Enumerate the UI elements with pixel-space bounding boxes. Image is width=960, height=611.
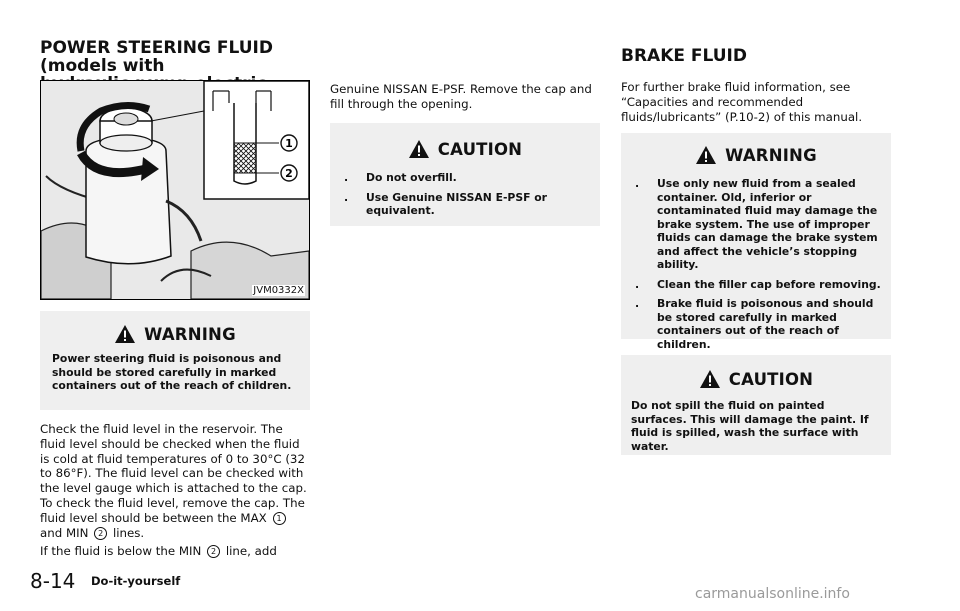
brake-caution-text: Do not spill the fluid on painted surfaces. This will damage the paint. If fluid is spilled, wash the surface with water. <box>631 399 869 453</box>
line-add-text: line, add <box>225 544 277 559</box>
caution-item-text: Do not overfill. <box>366 171 457 184</box>
lines-text: lines. <box>112 525 145 540</box>
warning-item-text: Clean the filler cap before removing. <box>657 277 881 291</box>
min-marker-2: 2 <box>207 545 220 558</box>
warning-item-text: Use only new fluid from a sealed container. Old, inferior or contaminated fluid may damage the brake system. The use of improper fluids can damage the brake system and affect the vehicle’s stopping ability. <box>657 177 878 271</box>
brake-warning-box <box>621 133 891 351</box>
middle-caution-list <box>330 159 600 218</box>
min-marker: 2 <box>94 527 107 540</box>
check-fluid-paragraph <box>40 422 310 540</box>
caution-heading <box>330 139 600 159</box>
genuine-psf-paragraph: Genuine NISSAN E-PSF. Remove the cap and fill through the opening. <box>330 82 592 111</box>
left-body-text <box>40 422 310 559</box>
footer-section: Do-it-yourself <box>91 574 181 588</box>
warning-text: Power steering fluid is poisonous and should be stored carefully in marked containers out of the reach of children. <box>52 352 292 392</box>
reservoir-illustration <box>41 81 309 299</box>
warning-item-text: Brake fluid is poisonous and should be stored carefully in marked containers out of the reach of children. <box>657 297 874 351</box>
brake-warning-heading <box>621 145 891 165</box>
below-min-paragraph <box>40 544 310 559</box>
list-item <box>631 278 881 292</box>
list-item <box>340 191 586 218</box>
list-item <box>631 297 881 351</box>
middle-column <box>330 82 600 112</box>
watermark: carmanualsonline.info <box>695 586 850 602</box>
brake-caution-box <box>621 355 891 455</box>
brake-warning-heading-text: WARNING <box>725 145 817 165</box>
list-item <box>631 177 881 272</box>
warning-icon <box>114 324 136 344</box>
warning-heading <box>40 324 310 344</box>
brake-fluid-info-paragraph: For further brake fluid information, see “Capacities and recommended fluids/lubricants” (P.10-2) of this manual. <box>621 80 863 124</box>
marker-2-label: 2 <box>285 167 293 180</box>
bullet: . <box>635 297 640 310</box>
figure-caption: JVM0332X <box>253 285 304 296</box>
brake-caution-heading <box>621 369 891 389</box>
right-column <box>621 47 891 124</box>
max-marker: 1 <box>273 512 286 525</box>
bullet: . <box>635 177 640 190</box>
section-title-brake-fluid: BRAKE FLUID <box>621 46 747 66</box>
title-line-1: POWER STEERING FLUID (models with <box>40 38 273 76</box>
caution-icon <box>699 369 721 389</box>
reservoir-figure <box>40 80 310 300</box>
bullet: . <box>344 171 349 184</box>
brake-warning-list <box>621 165 891 351</box>
power-steering-warning-box <box>40 311 310 410</box>
brake-caution-heading-text: CAUTION <box>728 369 814 389</box>
caution-icon <box>408 139 430 159</box>
bullet: . <box>635 277 640 291</box>
warning-icon <box>695 145 717 165</box>
page-number: 8-14 <box>30 569 76 593</box>
list-item <box>340 171 586 185</box>
check-fluid-text: Check the fluid level in the reservoir. The fluid level should be checked when the fluid is cold at fluid temperatures of 0 to 30°C (32 to 86°F). The fluid level can be checked with the level gauge which is attached to the cap. To check the fluid level, remove the cap. The fluid level should be between the MAX <box>40 422 307 525</box>
caution-item-text: Use Genuine NISSAN E-PSF or equivalent. <box>366 190 547 217</box>
middle-caution-box <box>330 123 600 226</box>
and-min-text: and MIN <box>40 525 89 540</box>
bullet: . <box>344 190 349 204</box>
marker-1-label: 1 <box>285 137 293 150</box>
caution-heading-text: CAUTION <box>437 139 523 159</box>
warning-heading-text: WARNING <box>144 324 236 344</box>
below-min-text: If the fluid is below the MIN <box>40 544 202 559</box>
